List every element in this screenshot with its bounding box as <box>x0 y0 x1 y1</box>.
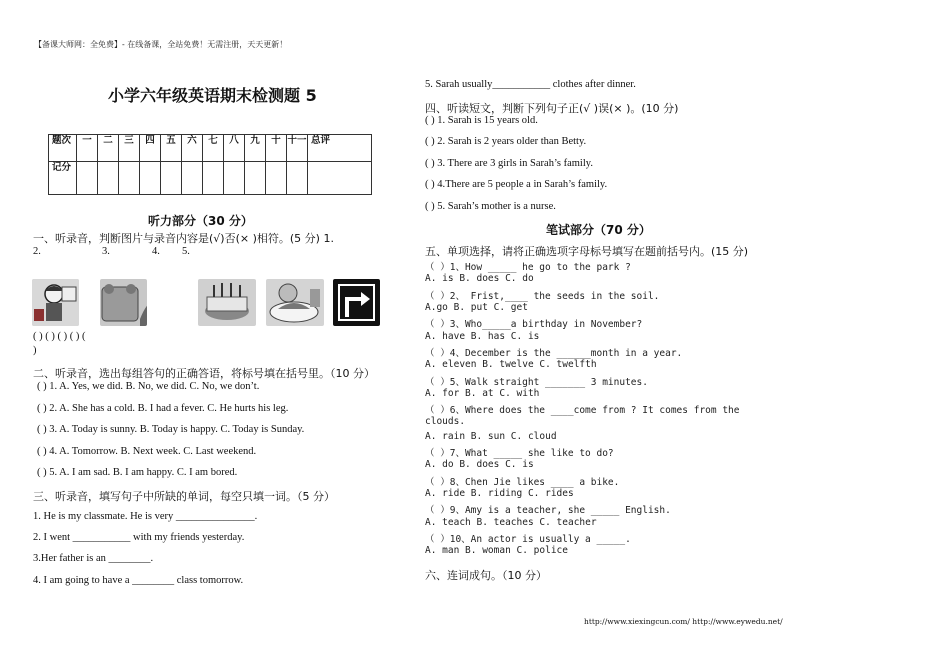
part5-line: A. eleven B. twelve C. twelfth <box>425 359 597 370</box>
bear-and-hills-picture-icon <box>100 279 147 326</box>
part4-item-4: ( ) 4.There are 5 people a in Sarah’s family. <box>425 179 608 190</box>
part5-line: A. is B. does C. do <box>425 273 534 284</box>
part4-item-1: ( ) 1. Sarah is 15 years old. <box>425 115 538 126</box>
score-table-header-row <box>49 135 372 162</box>
score-cell[interactable] <box>98 162 119 195</box>
part3-item-4: 4. I am going to have a ________ class tomorrow. <box>33 575 244 586</box>
score-col-10: 十 <box>266 135 287 162</box>
part5-line: （ ）4、December is the ______month in a year. <box>425 348 683 359</box>
part5-line: A.go B. put C. get <box>425 302 528 313</box>
score-col-4: 四 <box>140 135 161 162</box>
score-table-row-label: 题次 <box>49 135 77 162</box>
part5-line: （ ）9、Amy is a teacher, she _____ English. <box>425 505 671 516</box>
score-cell[interactable] <box>287 162 308 195</box>
score-cell[interactable] <box>161 162 182 195</box>
part5-line: A. teach B. teaches C. teacher <box>425 517 597 528</box>
part5-line: A. do B. does C. is <box>425 459 534 470</box>
score-col-6: 六 <box>182 135 203 162</box>
part5-line: A. for B. at C. with <box>425 388 540 399</box>
header-note: 【备课大师网：全免费】- 在线备课，全站免费！无需注册，天天更新！ <box>34 40 288 49</box>
part1-answer-row: ( ) ( ) ( ) ( ) ( <box>33 331 86 342</box>
score-col-total: 总评 <box>308 135 372 162</box>
part3-item-1: 1. He is my classmate. He is very _______________. <box>33 511 258 522</box>
score-table-score-row <box>49 162 372 195</box>
part5-line: （ ）7、What _____ she like to do? <box>425 448 614 459</box>
score-cell[interactable] <box>182 162 203 195</box>
part5-line: A. man B. woman C. police <box>425 545 568 556</box>
part5-line: clouds. <box>425 416 466 427</box>
part3-item-2: 2. I went ___________ with my friends yesterday. <box>33 532 245 543</box>
part5-line: （ ）6、Where does the ____come from ? It comes from the <box>425 405 740 416</box>
part2-item-4: ( ) 4. A. Tomorrow. B. Next week. C. Last weekend. <box>37 446 257 457</box>
part5-line: （ ）1、How _____ he go to the park ? <box>425 262 631 273</box>
part2-item-2: ( ) 2. A. She has a cold. B. I had a fever. C. He hurts his leg. <box>37 403 289 414</box>
part3-item-5: 5. Sarah usually___________ clothes after dinner. <box>425 79 636 90</box>
page-title: 小学六年级英语期末检测题 5 <box>108 86 317 105</box>
part4-item-5: ( ) 5. Sarah’s mother is a nurse. <box>425 201 556 212</box>
part3-instruction: 三、听录音，填写句子中所缺的单词，每空只填一词。（5 分） <box>33 490 335 503</box>
score-col-8: 八 <box>224 135 245 162</box>
score-col-5: 五 <box>161 135 182 162</box>
score-cell[interactable] <box>224 162 245 195</box>
part1-instruction: 一、听录音，判断图片与录音内容是(√)否(× )相符。(5 分) 1. <box>33 232 334 245</box>
score-cell-total[interactable] <box>308 162 372 195</box>
part5-instruction: 五、单项选择，请将正确选项字母标号填写在题前括号内。(15 分) <box>425 245 749 258</box>
part1-number-5: 5. <box>182 246 190 257</box>
part5-line: （ ）3、Who_____a birthday in November? <box>425 319 643 330</box>
part2-item-3: ( ) 3. A. Today is sunny. B. Today is happy. C. Today is Sunday. <box>37 424 305 435</box>
part2-item-5: ( ) 5. A. I am sad. B. I am happy. C. I am bored. <box>37 467 238 478</box>
written-heading: 笔试部分（70 分） <box>546 223 651 237</box>
part4-item-3: ( ) 3. There are 3 girls in Sarah’s family. <box>425 158 593 169</box>
part6-instruction: 六、连词成句。（10 分） <box>425 569 547 582</box>
score-col-7: 七 <box>203 135 224 162</box>
listening-heading: 听力部分（30 分） <box>148 214 253 228</box>
birthday-cake-picture-icon <box>198 279 256 326</box>
part5-line: （ ）2、 Frist,____ the seeds in the soil. <box>425 291 660 302</box>
part1-answer-row-end: ) <box>33 345 37 356</box>
score-col-11: 十一 <box>287 135 308 162</box>
part4-instruction: 四、听读短文，判断下列句子正(√ )误(× )。(10 分) <box>425 102 679 115</box>
score-cell[interactable] <box>119 162 140 195</box>
part1-number-2: 2. <box>33 246 41 257</box>
score-cell[interactable] <box>140 162 161 195</box>
part5-line: A. have B. has C. is <box>425 331 540 342</box>
part5-line: （ ）8、Chen Jie likes ____ a bike. <box>425 477 620 488</box>
part5-line: （ ）5、Walk straight _______ 3 minutes. <box>425 377 648 388</box>
score-col-1: 一 <box>77 135 98 162</box>
score-cell[interactable] <box>245 162 266 195</box>
score-col-2: 二 <box>98 135 119 162</box>
food-plate-picture-icon <box>266 279 324 326</box>
part5-line: A. rain B. sun C. cloud <box>425 431 557 442</box>
score-cell[interactable] <box>266 162 287 195</box>
part2-instruction: 二、听录音，选出每组答句的正确答语，将标号填在括号里。（10 分） <box>33 367 375 380</box>
score-col-3: 三 <box>119 135 140 162</box>
part1-number-3: 3. <box>102 246 110 257</box>
score-row-label: 记分 <box>49 162 77 195</box>
score-cell[interactable] <box>77 162 98 195</box>
part5-line: A. ride B. riding C. rides <box>425 488 574 499</box>
score-table <box>48 134 372 195</box>
part4-item-2: ( ) 2. Sarah is 2 years older than Betty. <box>425 136 587 147</box>
teacher-picture-icon <box>32 279 79 326</box>
footer-links[interactable]: http://www.xiexingcun.com/ http://www.eywedu.net/ <box>584 617 783 626</box>
turn-right-sign-icon <box>333 279 380 326</box>
part5-line: （ ）10、An actor is usually a _____. <box>425 534 631 545</box>
part3-item-3: 3.Her father is an ________. <box>33 553 154 564</box>
part2-item-1: ( ) 1. A. Yes, we did. B. No, we did. C. No, we don’t. <box>37 381 260 392</box>
score-cell[interactable] <box>203 162 224 195</box>
part1-number-4: 4. <box>152 246 160 257</box>
score-col-9: 九 <box>245 135 266 162</box>
